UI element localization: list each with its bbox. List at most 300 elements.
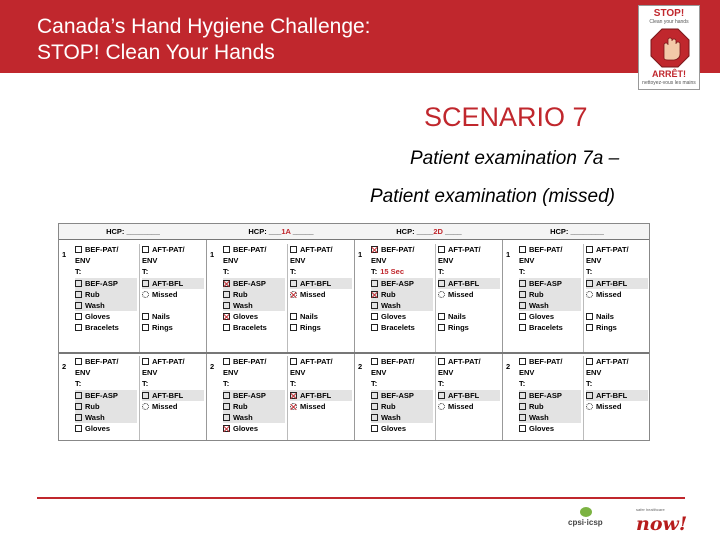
stop-hand-icon	[650, 28, 690, 68]
cell-label: Nails	[448, 312, 466, 322]
checkbox[interactable]	[75, 291, 82, 298]
cell-label: ENV	[586, 256, 602, 266]
missed-radio[interactable]	[586, 403, 593, 410]
checkbox[interactable]	[586, 392, 593, 399]
checkbox[interactable]	[223, 302, 230, 309]
hcp-suffix: _____	[290, 227, 314, 236]
form-cell	[142, 378, 204, 389]
footer-divider	[37, 497, 685, 499]
form-cell[interactable]	[290, 289, 352, 300]
checkbox[interactable]	[142, 280, 149, 287]
cell-label: T:	[142, 379, 149, 389]
cell-label: BEF-PAT/	[529, 357, 563, 366]
form-cell[interactable]	[75, 412, 137, 423]
cell-label: Rub	[529, 289, 544, 299]
title-line-1: Canada’s Hand Hygiene Challenge:	[37, 15, 371, 38]
form-cell[interactable]	[519, 278, 581, 289]
form-cell[interactable]	[290, 390, 352, 401]
cell-label: BEF-PAT/	[233, 357, 267, 366]
cell-label: Gloves	[529, 312, 555, 322]
column-divider	[139, 356, 140, 440]
checkbox[interactable]	[438, 324, 445, 331]
cell-label: T:	[75, 379, 82, 389]
cell-label: ENV	[75, 256, 91, 266]
cell-label: T:	[438, 379, 445, 389]
form-cell[interactable]	[142, 356, 204, 367]
checkbox[interactable]	[438, 313, 445, 320]
cpsi-leaf-icon	[580, 507, 592, 517]
cell-label: Gloves	[233, 312, 259, 322]
form-cell	[438, 266, 500, 277]
scenario-title: SCENARIO 7	[424, 102, 588, 132]
form-cell	[519, 266, 581, 277]
cell-label: AFT-BFL	[152, 278, 184, 288]
form-cell	[223, 266, 285, 277]
form-cell[interactable]	[586, 311, 648, 322]
now-logo-text: now!	[636, 513, 688, 535]
form-cell[interactable]	[142, 390, 204, 401]
cell-label: Bracelets	[85, 323, 119, 333]
checkbox[interactable]	[371, 425, 378, 432]
form-cell[interactable]	[223, 244, 285, 255]
after-column	[290, 244, 352, 334]
cell-label: BEF-ASP	[233, 278, 266, 288]
opportunity-block	[503, 244, 650, 354]
opportunity-number: 1	[358, 250, 363, 259]
cell-label: AFT-PAT/	[300, 357, 333, 366]
cell-label: BEF-ASP	[381, 278, 414, 288]
cell-label: Rings	[596, 323, 617, 333]
form-cell[interactable]	[290, 356, 352, 367]
cell-label: Missed	[300, 289, 326, 299]
checkbox[interactable]	[586, 246, 593, 253]
checkbox[interactable]	[519, 392, 526, 399]
cell-label: Bracelets	[529, 323, 563, 333]
form-cell[interactable]	[223, 278, 285, 289]
checkbox[interactable]	[371, 291, 378, 298]
checkbox[interactable]	[75, 403, 82, 410]
cell-label: Rub	[233, 401, 248, 411]
checkbox[interactable]	[586, 313, 593, 320]
cpsi-logo-text: cpsi·icsp	[568, 518, 603, 527]
form-cell	[371, 255, 433, 266]
cell-label: Rub	[233, 289, 248, 299]
checkbox[interactable]	[142, 246, 149, 253]
form-cell[interactable]	[142, 311, 204, 322]
form-cell[interactable]	[290, 244, 352, 255]
form-cell[interactable]	[223, 300, 285, 311]
cell-label: Missed	[448, 289, 474, 299]
cell-label: T:	[223, 267, 230, 277]
cell-label: Bracelets	[233, 323, 267, 333]
checkbox[interactable]	[519, 302, 526, 309]
after-column	[586, 244, 648, 334]
cell-label: AFT-PAT/	[448, 245, 481, 254]
checkbox[interactable]	[75, 313, 82, 320]
form-cell[interactable]	[223, 423, 285, 434]
opportunity-block	[59, 244, 207, 354]
checkbox[interactable]	[519, 425, 526, 432]
form-cell[interactable]	[142, 244, 204, 255]
cell-label: Rub	[381, 289, 396, 299]
cell-label: Gloves	[85, 312, 111, 322]
cell-label: Wash	[381, 300, 401, 310]
form-cell[interactable]	[586, 244, 648, 255]
checkbox[interactable]	[371, 302, 378, 309]
cell-label: ENV	[586, 368, 602, 378]
cell-label: ENV	[223, 368, 239, 378]
form-cell[interactable]	[586, 322, 648, 333]
checkbox[interactable]	[371, 358, 378, 365]
cell-label: Gloves	[381, 312, 407, 322]
form-cell[interactable]	[586, 289, 648, 300]
after-column	[142, 356, 204, 412]
hcp-header[interactable]	[355, 224, 503, 240]
checkbox[interactable]	[142, 392, 149, 399]
missed-radio[interactable]	[142, 291, 149, 298]
checkbox[interactable]	[75, 324, 82, 331]
form-cell	[438, 255, 500, 266]
form-cell[interactable]	[438, 390, 500, 401]
form-cell	[223, 378, 285, 389]
form-cell	[371, 378, 433, 389]
form-cell[interactable]	[75, 390, 137, 401]
form-cell[interactable]	[586, 278, 648, 289]
cell-label: Bracelets	[381, 323, 415, 333]
before-column	[519, 244, 581, 334]
cell-label: T:	[142, 267, 149, 277]
cell-label: T:	[371, 267, 378, 277]
hcp-label: HCP: ____	[396, 227, 434, 236]
column-divider	[583, 244, 584, 352]
hcp-value: 2D	[433, 227, 443, 236]
checkbox[interactable]	[371, 403, 378, 410]
cell-label: ENV	[371, 256, 387, 266]
form-cell	[519, 255, 581, 266]
checkbox[interactable]	[371, 246, 378, 253]
form-cell[interactable]	[75, 289, 137, 300]
checkbox[interactable]	[223, 324, 230, 331]
opportunity-block	[503, 356, 650, 440]
opportunity-number: 2	[62, 362, 67, 371]
checkbox[interactable]	[75, 392, 82, 399]
cell-label: AFT-PAT/	[152, 357, 185, 366]
cell-label: BEF-ASP	[233, 390, 266, 400]
form-cell[interactable]	[519, 244, 581, 255]
checkbox[interactable]	[586, 358, 593, 365]
cell-label: AFT-BFL	[152, 390, 184, 400]
checkbox[interactable]	[371, 313, 378, 320]
checkbox[interactable]	[223, 246, 230, 253]
cell-label: T:	[223, 379, 230, 389]
before-column	[223, 244, 285, 334]
cell-label: Wash	[529, 300, 549, 310]
form-cell	[223, 367, 285, 378]
checkbox[interactable]	[290, 280, 297, 287]
cell-label: BEF-ASP	[85, 390, 118, 400]
checkbox[interactable]	[290, 246, 297, 253]
form-cell[interactable]	[371, 401, 433, 412]
hcp-suffix: ____	[442, 227, 462, 236]
form-cell[interactable]	[223, 311, 285, 322]
form-cell	[75, 266, 137, 277]
checkbox[interactable]	[519, 313, 526, 320]
cell-label: Gloves	[529, 424, 555, 434]
form-cell[interactable]	[75, 244, 137, 255]
cell-label: Missed	[152, 401, 178, 411]
checkbox[interactable]	[223, 403, 230, 410]
missed-radio[interactable]	[586, 291, 593, 298]
form-cell	[586, 300, 648, 311]
form-cell[interactable]	[438, 356, 500, 367]
opportunity-block	[207, 244, 355, 354]
checkbox[interactable]	[142, 358, 149, 365]
before-column	[223, 356, 285, 434]
column-divider	[435, 244, 436, 352]
form-cell	[586, 378, 648, 389]
form-cell[interactable]	[519, 412, 581, 423]
after-column	[438, 356, 500, 412]
cell-label: ENV	[290, 368, 306, 378]
form-cell[interactable]	[142, 401, 204, 412]
form-cell[interactable]	[223, 401, 285, 412]
form-cell[interactable]	[75, 322, 137, 333]
form-cell	[142, 300, 204, 311]
checkbox[interactable]	[519, 324, 526, 331]
checkbox[interactable]	[223, 425, 230, 432]
checkbox[interactable]	[371, 392, 378, 399]
form-cell[interactable]	[290, 401, 352, 412]
cell-label: AFT-PAT/	[596, 357, 629, 366]
checkbox[interactable]	[519, 358, 526, 365]
before-column	[371, 244, 433, 334]
checkbox[interactable]	[223, 414, 230, 421]
form-cell[interactable]	[519, 390, 581, 401]
form-cell[interactable]	[371, 300, 433, 311]
cell-label: Nails	[152, 312, 170, 322]
form-cell	[371, 367, 433, 378]
form-cell[interactable]	[438, 311, 500, 322]
form-cell	[290, 300, 352, 311]
cell-label: ENV	[223, 256, 239, 266]
cell-label: T:	[586, 379, 593, 389]
hcp-panel	[59, 224, 207, 440]
checkbox[interactable]	[519, 246, 526, 253]
cell-label: BEF-ASP	[529, 390, 562, 400]
cell-label: T:	[519, 379, 526, 389]
form-cell[interactable]	[371, 423, 433, 434]
checkbox[interactable]	[142, 313, 149, 320]
form-cell[interactable]	[586, 356, 648, 367]
form-cell	[371, 266, 433, 277]
checkbox[interactable]	[519, 291, 526, 298]
form-cell[interactable]	[371, 356, 433, 367]
before-column	[75, 356, 137, 434]
cell-label: Wash	[381, 412, 401, 422]
cpsi-icsp-logo	[566, 505, 614, 533]
missed-radio[interactable]	[438, 291, 445, 298]
form-cell[interactable]	[142, 289, 204, 300]
form-cell[interactable]	[223, 322, 285, 333]
checkbox[interactable]	[438, 246, 445, 253]
cell-label: Missed	[596, 401, 622, 411]
form-cell[interactable]	[223, 390, 285, 401]
logo-stop-subtext: Clean your hands	[649, 19, 689, 25]
form-cell	[519, 367, 581, 378]
form-cell[interactable]	[438, 244, 500, 255]
checkbox[interactable]	[371, 280, 378, 287]
opportunity-number: 2	[210, 362, 215, 371]
scenario-subtitle-1: Patient examination 7a –	[410, 148, 620, 169]
cell-label: AFT-BFL	[448, 278, 480, 288]
checkbox[interactable]	[438, 392, 445, 399]
form-cell[interactable]	[371, 289, 433, 300]
checkbox[interactable]	[75, 302, 82, 309]
form-cell[interactable]	[142, 322, 204, 333]
form-cell[interactable]	[142, 278, 204, 289]
cell-label: ENV	[75, 368, 91, 378]
column-divider	[287, 356, 288, 440]
checkbox[interactable]	[290, 324, 297, 331]
cell-label: Missed	[448, 401, 474, 411]
form-cell[interactable]	[371, 390, 433, 401]
form-cell[interactable]	[75, 423, 137, 434]
checkbox[interactable]	[371, 414, 378, 421]
checkbox[interactable]	[290, 313, 297, 320]
form-cell[interactable]	[75, 356, 137, 367]
opportunity-number: 2	[358, 362, 363, 371]
form-cell[interactable]	[371, 311, 433, 322]
form-cell[interactable]	[519, 311, 581, 322]
form-cell[interactable]	[75, 300, 137, 311]
form-cell[interactable]	[223, 356, 285, 367]
checkbox[interactable]	[223, 291, 230, 298]
hcp-header[interactable]	[59, 224, 207, 240]
checkbox[interactable]	[223, 358, 230, 365]
checkbox[interactable]	[142, 324, 149, 331]
cell-label: Rings	[448, 323, 469, 333]
missed-radio[interactable]	[438, 403, 445, 410]
form-cell[interactable]	[438, 278, 500, 289]
hcp-label: HCP: ________	[550, 227, 604, 236]
cell-label: AFT-PAT/	[596, 245, 629, 254]
time-value: 15 Sec	[380, 267, 405, 277]
title-line-2: STOP! Clean Your Hands	[37, 41, 275, 64]
hcp-header[interactable]	[503, 224, 650, 240]
checkbox[interactable]	[519, 414, 526, 421]
checkbox[interactable]	[75, 425, 82, 432]
form-cell[interactable]	[519, 423, 581, 434]
form-cell[interactable]	[519, 300, 581, 311]
checkbox[interactable]	[586, 280, 593, 287]
opportunity-block	[59, 356, 207, 440]
checkbox[interactable]	[290, 392, 297, 399]
opportunity-block	[355, 244, 503, 354]
checkbox[interactable]	[371, 324, 378, 331]
after-column	[142, 244, 204, 334]
form-cell[interactable]	[290, 278, 352, 289]
cell-label: AFT-PAT/	[152, 245, 185, 254]
form-cell[interactable]	[290, 311, 352, 322]
cell-label: AFT-BFL	[300, 390, 332, 400]
checkbox[interactable]	[75, 246, 82, 253]
cell-label: Wash	[233, 300, 253, 310]
column-divider	[435, 356, 436, 440]
checkbox[interactable]	[223, 313, 230, 320]
cell-label: ENV	[519, 256, 535, 266]
cell-label: Wash	[85, 412, 105, 422]
cell-label: Rub	[381, 401, 396, 411]
checkbox[interactable]	[223, 280, 230, 287]
column-divider	[287, 244, 288, 352]
form-cell	[142, 367, 204, 378]
cell-label: ENV	[438, 368, 454, 378]
missed-radio[interactable]	[290, 403, 297, 410]
form-cell[interactable]	[223, 289, 285, 300]
cell-label: Nails	[596, 312, 614, 322]
checkbox[interactable]	[586, 324, 593, 331]
checkbox[interactable]	[223, 392, 230, 399]
form-cell[interactable]	[371, 322, 433, 333]
form-cell[interactable]	[75, 311, 137, 322]
form-cell[interactable]	[519, 289, 581, 300]
form-cell[interactable]	[519, 356, 581, 367]
cell-label: Rub	[85, 401, 100, 411]
cell-label: Missed	[300, 401, 326, 411]
form-cell[interactable]	[75, 401, 137, 412]
checkbox[interactable]	[519, 403, 526, 410]
form-cell[interactable]	[438, 322, 500, 333]
checkbox[interactable]	[438, 358, 445, 365]
form-cell[interactable]	[586, 401, 648, 412]
form-cell[interactable]	[586, 390, 648, 401]
form-cell[interactable]	[223, 412, 285, 423]
hcp-header[interactable]	[207, 224, 355, 240]
form-cell[interactable]	[371, 412, 433, 423]
hcp-label: HCP: ___	[248, 227, 282, 236]
missed-radio[interactable]	[290, 291, 297, 298]
form-cell[interactable]	[519, 322, 581, 333]
checkbox[interactable]	[75, 280, 82, 287]
missed-radio[interactable]	[142, 403, 149, 410]
logo-stop-text: STOP!	[653, 8, 685, 19]
cell-label: BEF-PAT/	[85, 245, 119, 254]
checkbox[interactable]	[519, 280, 526, 287]
checkbox[interactable]	[438, 280, 445, 287]
checkbox[interactable]	[290, 358, 297, 365]
form-cell[interactable]	[75, 278, 137, 289]
opportunity-number: 1	[506, 250, 511, 259]
form-cell[interactable]	[438, 289, 500, 300]
hcp-panel	[503, 224, 650, 440]
form-cell[interactable]	[290, 322, 352, 333]
form-cell[interactable]	[438, 401, 500, 412]
form-cell[interactable]	[371, 244, 433, 255]
checkbox[interactable]	[75, 358, 82, 365]
form-cell[interactable]	[519, 401, 581, 412]
cell-label: BEF-ASP	[381, 390, 414, 400]
cell-label: BEF-PAT/	[233, 245, 267, 254]
form-cell	[586, 255, 648, 266]
form-cell	[290, 255, 352, 266]
cell-label: ENV	[142, 256, 158, 266]
form-cell[interactable]	[371, 278, 433, 289]
cell-label: BEF-PAT/	[381, 245, 415, 254]
column-divider	[139, 244, 140, 352]
cell-label: T:	[290, 267, 297, 277]
checkbox[interactable]	[75, 414, 82, 421]
before-column	[75, 244, 137, 334]
